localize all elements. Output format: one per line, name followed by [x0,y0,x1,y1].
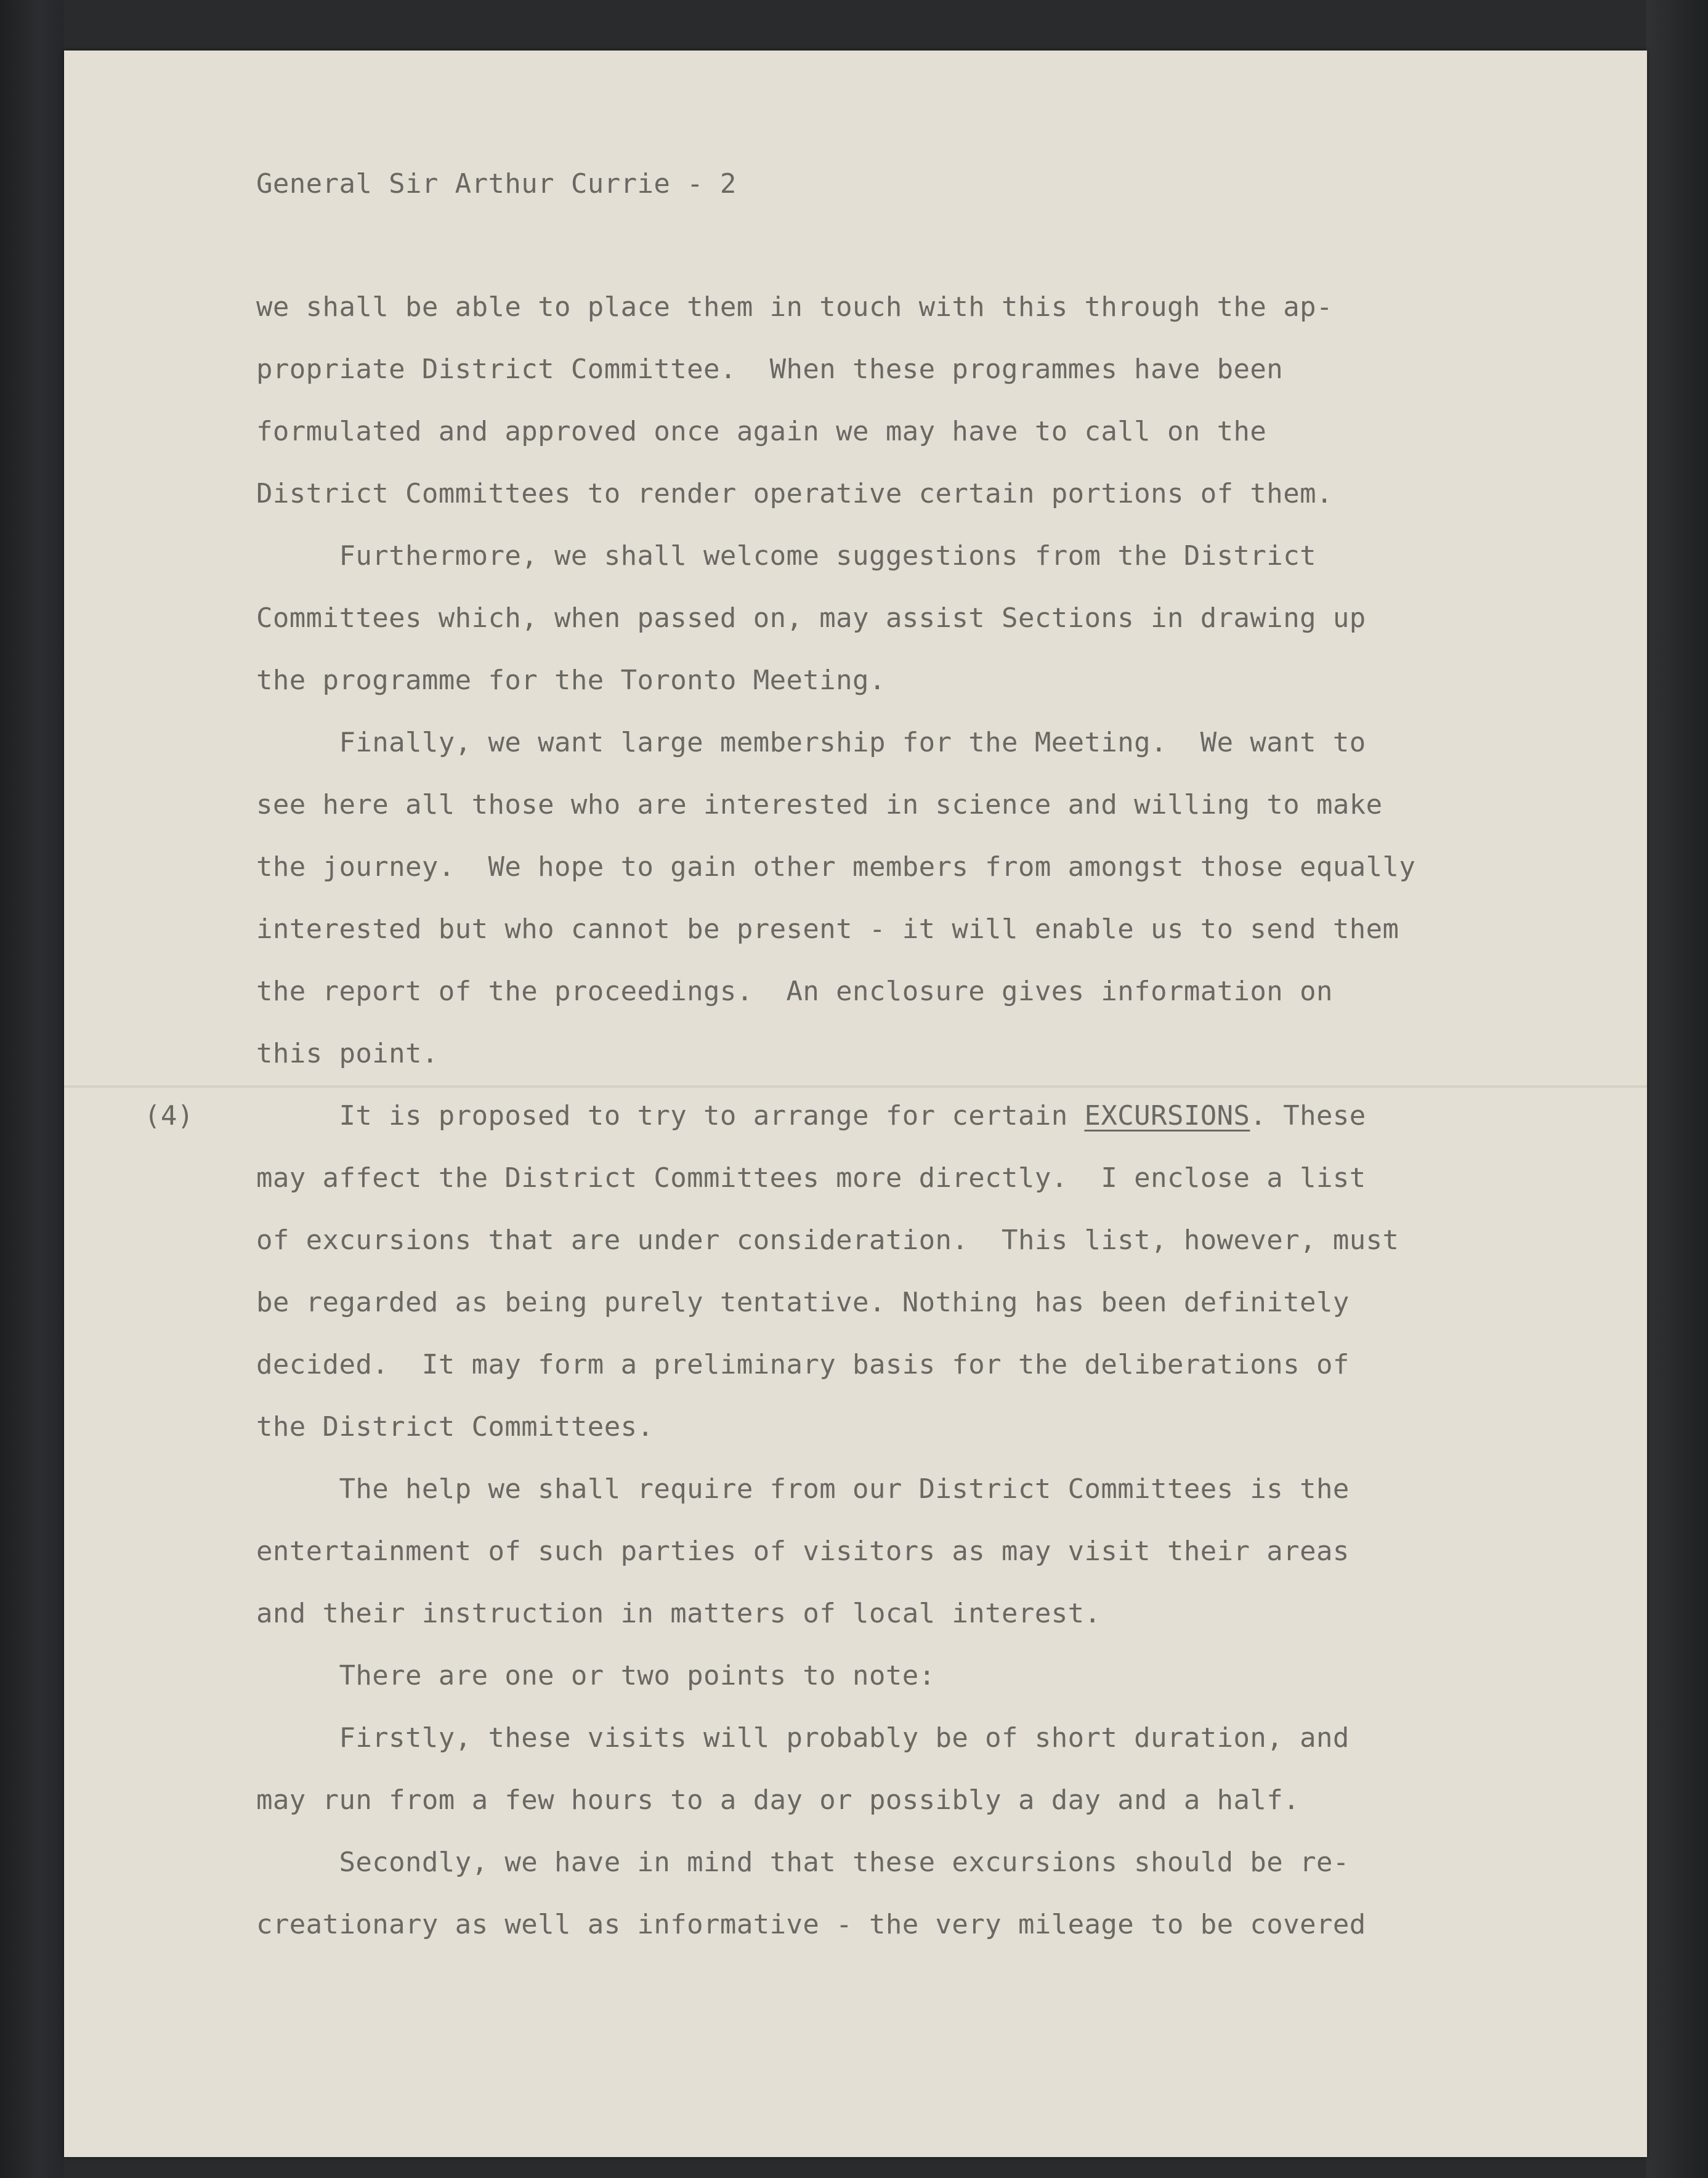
text-line: decided. It may form a preliminary basis for the deliberations of [256,1349,1350,1380]
text-line: Secondly, we have in mind that these excursions should be re- [256,1847,1350,1878]
text-line: this point. [256,1038,439,1069]
page-header: General Sir Arthur Currie - 2 [256,168,737,200]
line-end: . These [1250,1100,1366,1132]
section-number: (4) [144,1100,194,1132]
text-line: There are one or two points to note: [256,1660,936,1691]
text-line: of excursions that are under consideration. This list, however, must [256,1225,1399,1256]
text-line: see here all those who are interested in science and willing to make [256,789,1383,820]
text-line: the report of the proceedings. An enclosure gives information on [256,976,1333,1007]
text-line: and their instruction in matters of local interest. [256,1598,1101,1629]
text-line: we shall be able to place them in touch with this through the ap- [256,291,1333,323]
scan-backdrop-left [0,0,64,2178]
text-line: Firstly, these visits will probably be of short duration, and [256,1722,1350,1754]
text-line: Finally, we want large membership for the Meeting. We want to [256,727,1366,758]
text-line: District Committees to render operative certain portions of them. [256,478,1333,509]
text-line: the District Committees. [256,1411,654,1443]
text-line: formulated and approved once again we may have to call on the [256,416,1267,447]
text-line: propriate District Committee. When these programmes have been [256,354,1284,385]
text-line: the journey. We hope to gain other members from amongst those equally [256,851,1416,883]
text-line: the programme for the Toronto Meeting. [256,665,886,696]
excursions-emphasis: EXCURSIONS [1084,1100,1250,1132]
scan-backdrop-right [1646,0,1708,2178]
line-start: It is proposed to try to arrange for certain [256,1100,1085,1132]
text-line: Furthermore, we shall welcome suggestions from the District [256,540,1316,572]
text-line: may run from a few hours to a day or possibly a day and a half. [256,1784,1300,1816]
paper-fold-line [64,1085,1647,1088]
text-line: may affect the District Committees more directly. I enclose a list [256,1162,1366,1194]
text-line: be regarded as being purely tentative. Nothing has been definitely [256,1287,1350,1318]
letter-page [64,51,1647,2157]
text-line [256,1100,1366,1132]
text-line: The help we shall require from our District Committees is the [256,1473,1350,1505]
text-line: interested but who cannot be present - it will enable us to send them [256,913,1399,945]
text-line: creationary as well as informative - the very mileage to be covered [256,1909,1366,1940]
text-line: Committees which, when passed on, may assist Sections in drawing up [256,602,1366,634]
text-line: entertainment of such parties of visitors as may visit their areas [256,1536,1350,1567]
